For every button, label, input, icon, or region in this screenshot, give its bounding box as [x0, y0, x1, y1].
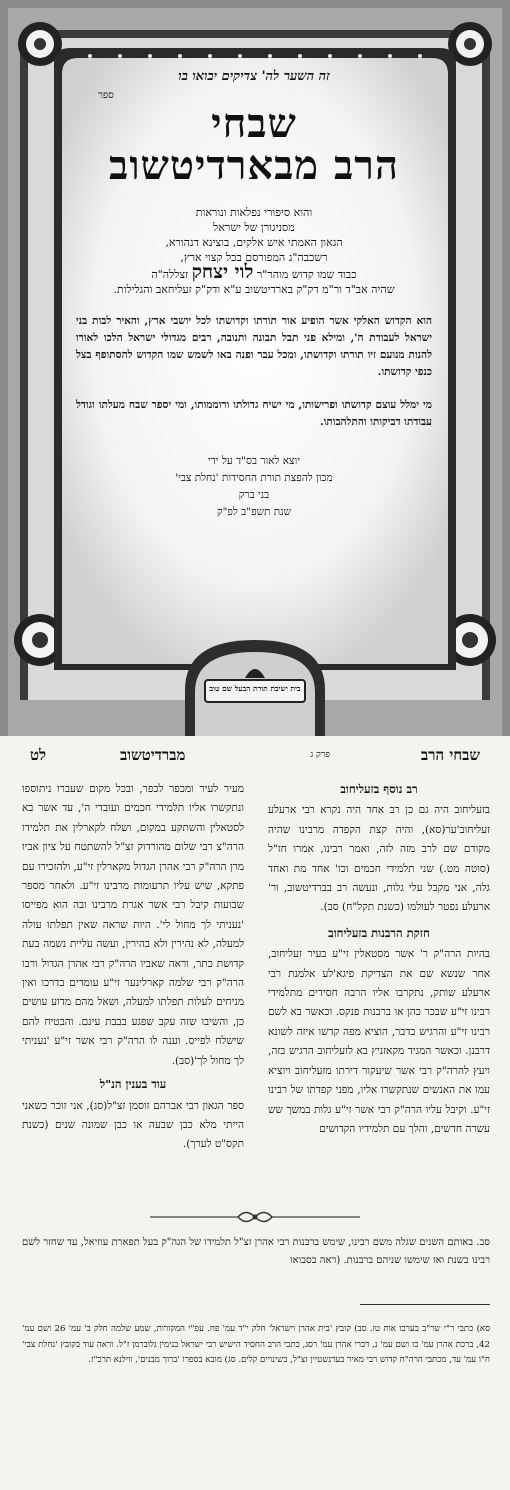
book-title-line2: הרב מבארדיטשוב — [109, 142, 399, 189]
divider-ornament — [150, 1206, 360, 1228]
honorific-name: לוי יצחק — [191, 261, 254, 283]
body-paragraph: בזעליחוב היה גם כן רב אחד היה נקרא רבי ארעלע זעליחוב'ער(סא), והיה קצת הקפדה מרבינו שהיה מקודם שם לרב מזה לזה, ואמר רבינו, אמרו חז"ל (סוטה מט.) שני תלמידי חכמים וכו' אחד מת ואחד גלה, אני מקבל עלי גלות, ונעשה רב בברדיטשוב, ור' ארעלע נפטר לעולמו (כשנת תקל"ח) סב). — [268, 804, 490, 914]
publisher-line: יוצא לאור בס"ד על ידי — [208, 455, 300, 467]
right-column — [268, 780, 490, 1139]
body-paragraph: ספר הגאון רבי אברהם זוסמן זצ"ל(סג), אני זוכר כשאני הייתי מלא כבן שבעה או כבן שמונה שנים (כשנת תקס"ט לערך). — [22, 1099, 244, 1151]
subtitle-line: הגאון האמתי איש אלקים, בוצינא דנהורא, — [165, 236, 343, 249]
honorific-line — [76, 261, 432, 283]
title-content — [76, 60, 432, 521]
page-number: לט — [30, 746, 47, 764]
section-heading: עוד בענין הנ"ל — [99, 1077, 167, 1092]
section-heading: חזקת הרבנות בזעליחוב — [328, 925, 430, 940]
honorific-suffix: זצללה"ה — [151, 268, 189, 281]
sefer-label: ספר — [98, 90, 114, 101]
chapter-label: פרק ג — [310, 750, 330, 760]
publisher-line: בני ברק — [238, 489, 270, 501]
source-notes: סא) כתבי ר"י שר"ב בערכו אות טז. סב) קובץ 'בית אהרן וישראל' חלק י"ד עמ' פח. עפ"י המקורות, שמע שלמה חלק ב' עמ' 26 ושם עמ' 42, ברכת אהרן עמ' כו ושם עמ' נ, דברי אהרן עמ' רסג, כתבי הרב החסיד הישיש רבי ישראל בנימין גלוברמן ז"ל. וראה עוד בקובץ 'נחלת צבי' ח"ו עמ' עד, מכתבי הרה"ח קדוש רבי מאיר בערנשטיין זצ"ל, בשינויים קלים. סג) מובא בספרו 'ברוך מבנים', ווילנא תרכ"ז. — [22, 1324, 490, 1366]
body-paragraph: בהיות הרה"ק ר' אשר מסטאלין זי"ע בעיר זעליחוב, אחר שנשא שם את הצדיקת פיגא'לע אלמנת רבי ארעלע שותק, נתקרבו אליו הרבה חסידים מתלמידי רבינו זי"ע שבכר כהן או ברבנות פנקס. וכאשר בא לשם רבינו זי"ע והרגיש בדבר, הוציא מפה קדשו איזה לשונא דרבנן. וכאשר המגיד מקאזניץ בא לזעליחוב הרגיש בזה, ויעץ להרה"ק רבי אשר שיעקור דירתו מזעליחוב ויוציא עמו את האנשים שנתקשרו אליו, מפני קפדתו של רבינו זי"ע. וקיבל עליו הרה"ק רבי אשר זי"ע גלות במשך שש עשרה חדשים, והלך עם תלמידיו הקדושים — [268, 948, 490, 1135]
body-paragraph: מעיר לעיר ומכפר לכפר, ובכל מקום שעברו ניתוספו ונתקשרו אליו תלמידי חכמים ועובדי ה', עד אשר בא לסטאלין והשתקע במקום, ושלח לקארלין את תלמידו הרה"צ רבי שלום מהורדוק זצ"ל להשתטח על ציון אביו מרן הרה"ק רבי אהרן הגדול מקארלין זי"ע, ולהזכירו עם פתקא, שיש עליו תרעומות מרבינו זי"ע. ולאחר מספר שבועות קיבל רבי אשר אגרת מרבינו ובה הוא מפייסו 'נעניתי לך מחול לי'. היות שראה שאין תפלתו עולה למעלה, לא נהירין ולא בהירין, ועשה עליית נשמה בעת קדושת כתר, וראה שאביו הרה"ק רבי אהרן הגדול ורבו הרה"ק רבי שלמה קארלינער זי"ע עומדים בדרכו ואין מניחים לעלות תפלתו למעלה, ושאל מהם מדוע עושים כן, והשיבו שזה עקב שפגע בבבת עינם. והבטיח להם שישלח לפייס. וענה לו הרה"ק רבי אשר זי"ע 'נעניתי לך מחול לך'(סב). — [22, 783, 244, 1067]
left-column — [22, 780, 244, 1155]
running-head-subtitle: מברדיטשוב — [120, 746, 186, 764]
book-title-line1: שבחי — [211, 100, 297, 147]
motto: זה השער לה' צדיקים יבואו בו — [178, 69, 330, 84]
publisher-line: מכון להפצת תורת החסידות 'נחלת צבי' — [175, 472, 333, 484]
footnote-rule — [360, 1304, 490, 1305]
honorific-prefix: כבוד שמו קדוש מוהר"ר — [256, 268, 357, 281]
publisher-block — [76, 453, 432, 521]
dates-line: שהיה אב"ד ור"מ דק"ק בארדיטשוב ע"א ודק"ק זעליחאב והגלילות. — [113, 283, 395, 296]
main-footnote: סב. באותם השנים שגלה משם רבינו, שימש ברבנות רבי אהרן זצ"ל תלמידו של הגה"ק בעל תפארת עוזיאל, עד שחזר לשם רבינו בשנת ואז שימשו שניהם ברבנות. (ראה בסבואו — [22, 1237, 490, 1266]
publisher-line: שנת תשפ"ב לפ"ק — [216, 506, 292, 518]
title-page — [0, 0, 510, 736]
section-heading: רב נוסף בזעליחוב — [340, 782, 418, 796]
subtitle-line: מסניגורן של ישראל — [213, 221, 295, 234]
subtitle-line: רשכבה"ג המפורסם בכל קצוי ארץ, — [180, 251, 328, 264]
running-head-title: שבחי הרב — [420, 746, 480, 764]
subtitle-line: והוא סיפורי נפלאות ונוראות — [195, 206, 313, 219]
subtitle — [76, 205, 432, 297]
intro-paragraph-1: הוא הקדוש האלקי אשר הופיע אור תורתו וקדושתו לכל יושבי ארץ, והאיר לבות בני ישראל לעבודת ה', ומילא פני תבל תבונה ותנובה, רבים מגדולי ישראל הלכו לאורו להנות מנועם זיו תורתו וקדושתו, ומכל עבר ופנה באו לשמש שמו הקדוש להסתופף בצל כנפי קדושתו. — [76, 315, 432, 378]
emblem-text: בית ישיבת תורת הבעל שם טוב — [209, 684, 301, 693]
intro-paragraph-2: מי ימלל עוצם קדושתו ופרישותו, מי ישיח גדולתו ורוממותו, ומי יספר שבח מעלתו וגודל עבודתו דביקותו והתלהבותו. — [76, 399, 432, 428]
running-head — [30, 746, 480, 770]
book-page — [0, 736, 510, 1490]
